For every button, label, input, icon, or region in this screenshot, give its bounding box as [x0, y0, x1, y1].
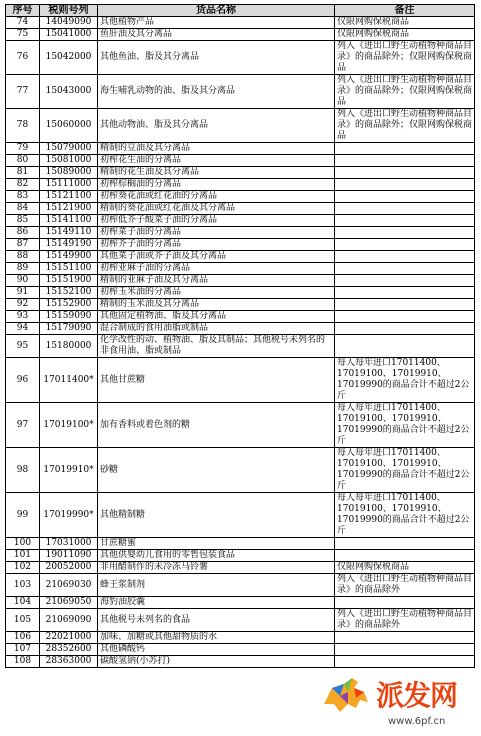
row-goods-name: 初榨亚麻子油的分离品: [98, 263, 335, 275]
row-remarks: [335, 299, 475, 311]
row-serial-number: 103: [6, 574, 40, 597]
row-tariff-code: 15060000: [40, 109, 98, 143]
row-tariff-code: 17011400*: [40, 358, 98, 403]
row-remarks: [335, 191, 475, 203]
row-serial-number: 96: [6, 358, 40, 403]
row-goods-name: 加味、加糖或其他甜物质的水: [98, 632, 335, 644]
row-serial-number: 92: [6, 299, 40, 311]
row-remarks: [335, 215, 475, 227]
row-goods-name: 加有香料或着色剂的糖: [98, 403, 335, 448]
row-tariff-code: 17031000: [40, 538, 98, 550]
row-serial-number: 81: [6, 167, 40, 179]
row-serial-number: 91: [6, 287, 40, 299]
row-tariff-code: 15141100: [40, 215, 98, 227]
row-remarks: 每人每年进口17011400、17019100、17019910、17019990的商品合计不超过2公斤: [335, 448, 475, 493]
row-goods-name: 其他税号未列名的食品: [98, 609, 335, 632]
row-serial-number: 76: [6, 41, 40, 75]
table-row: [6, 41, 475, 75]
table-row: [6, 358, 475, 403]
table-row: [6, 155, 475, 167]
row-serial-number: 107: [6, 644, 40, 656]
table-row: [6, 644, 475, 656]
row-tariff-code: 15121900: [40, 203, 98, 215]
row-remarks: [335, 275, 475, 287]
row-tariff-code: 28363000: [40, 656, 98, 668]
row-remarks: 列入《进出口野生动植物种商品目录》的商品除外: [335, 609, 475, 632]
row-goods-name: 海豹油胶囊: [98, 597, 335, 609]
row-tariff-code: 17019990*: [40, 493, 98, 538]
watermark-url: www.6pf.cn: [388, 716, 446, 727]
row-goods-name: 蜂王浆制剂: [98, 574, 335, 597]
row-goods-name: 化学改性的动、植物油、脂及其制品；其他税号未列名的非食用油、脂或制品: [98, 335, 335, 358]
row-goods-name: 其他精制糖: [98, 493, 335, 538]
row-remarks: [335, 227, 475, 239]
row-tariff-code: 19011090: [40, 550, 98, 562]
row-serial-number: 84: [6, 203, 40, 215]
row-serial-number: 78: [6, 109, 40, 143]
table-row: [6, 167, 475, 179]
row-remarks: [335, 656, 475, 668]
table-row: [6, 323, 475, 335]
row-remarks: [335, 550, 475, 562]
row-remarks: 每人每年进口17011400、17019100、17019910、17019990的商品合计不超过2公斤: [335, 403, 475, 448]
row-remarks: 列入《进出口野生动植物种商品目录》的商品除外；仅限网购保税商品: [335, 75, 475, 109]
row-remarks: [335, 179, 475, 191]
header-serial-number: 序号: [6, 5, 40, 17]
row-tariff-code: 15152900: [40, 299, 98, 311]
table-row: [6, 191, 475, 203]
row-goods-name: 其他菜子油或芥子油及其分离品: [98, 251, 335, 263]
row-goods-name: 其他磷酸钙: [98, 644, 335, 656]
row-goods-name: 甘蔗糖蜜: [98, 538, 335, 550]
commodity-table: [5, 4, 475, 668]
row-tariff-code: 15149110: [40, 227, 98, 239]
row-tariff-code: 15152100: [40, 287, 98, 299]
row-serial-number: 99: [6, 493, 40, 538]
table-header-row: [6, 5, 475, 17]
row-tariff-code: 21069090: [40, 609, 98, 632]
row-serial-number: 102: [6, 562, 40, 574]
table-row: [6, 275, 475, 287]
row-serial-number: 100: [6, 538, 40, 550]
row-goods-name: 精制的玉米油及其分离品: [98, 299, 335, 311]
row-goods-name: 其他供婴幼儿食用的零售包装食品: [98, 550, 335, 562]
row-serial-number: 75: [6, 29, 40, 41]
row-remarks: [335, 335, 475, 358]
table-row: [6, 632, 475, 644]
row-remarks: [335, 239, 475, 251]
row-serial-number: 108: [6, 656, 40, 668]
row-goods-name: 碳酸氢钠(小苏打): [98, 656, 335, 668]
row-remarks: [335, 263, 475, 275]
row-remarks: [335, 632, 475, 644]
row-serial-number: 90: [6, 275, 40, 287]
row-serial-number: 86: [6, 227, 40, 239]
row-remarks: [335, 143, 475, 155]
table-row: [6, 597, 475, 609]
row-serial-number: 93: [6, 311, 40, 323]
row-tariff-code: 21069050: [40, 597, 98, 609]
table-row: [6, 215, 475, 227]
table-row: [6, 227, 475, 239]
table-row: [6, 550, 475, 562]
row-remarks: 每人每年进口17011400、17019100、17019910、17019990的商品合计不超过2公斤: [335, 358, 475, 403]
table-row: [6, 574, 475, 597]
row-serial-number: 94: [6, 323, 40, 335]
row-serial-number: 106: [6, 632, 40, 644]
table-row: [6, 656, 475, 668]
row-tariff-code: 15081000: [40, 155, 98, 167]
row-remarks: 列入《进出口野生动植物种商品目录》的商品除外: [335, 574, 475, 597]
row-goods-name: 非用醋制作的未冷冻马铃薯: [98, 562, 335, 574]
row-goods-name: 初榨花生油的分离品: [98, 155, 335, 167]
row-tariff-code: 15121100: [40, 191, 98, 203]
table-row: [6, 335, 475, 358]
row-tariff-code: 15041000: [40, 29, 98, 41]
table-row: [6, 403, 475, 448]
table-row: [6, 263, 475, 275]
row-tariff-code: 14049090: [40, 17, 98, 29]
table-row: [6, 179, 475, 191]
row-goods-name: 精制的花生油及其分离品: [98, 167, 335, 179]
table-row: [6, 562, 475, 574]
row-goods-name: 海生哺乳动物的油、脂及其分离品: [98, 75, 335, 109]
table-row: [6, 17, 475, 29]
row-serial-number: 105: [6, 609, 40, 632]
row-serial-number: 74: [6, 17, 40, 29]
row-goods-name: 其他鱼油、脂及其分离品: [98, 41, 335, 75]
row-serial-number: 77: [6, 75, 40, 109]
row-goods-name: 混合制成的食用油脂或制品: [98, 323, 335, 335]
row-tariff-code: 15159090: [40, 311, 98, 323]
row-goods-name: 初榨玉米油的分离品: [98, 287, 335, 299]
row-goods-name: 初榨低芥子酸菜子油的分离品: [98, 215, 335, 227]
row-serial-number: 98: [6, 448, 40, 493]
row-remarks: [335, 287, 475, 299]
table-row: [6, 75, 475, 109]
header-goods-name: 货品名称: [98, 5, 335, 17]
row-serial-number: 82: [6, 179, 40, 191]
row-serial-number: 87: [6, 239, 40, 251]
row-goods-name: 砂糖: [98, 448, 335, 493]
table-row: [6, 287, 475, 299]
running-horse-logo-icon: [318, 674, 374, 716]
row-tariff-code: 15151900: [40, 275, 98, 287]
row-tariff-code: 15079000: [40, 143, 98, 155]
row-serial-number: 85: [6, 215, 40, 227]
row-remarks: [335, 203, 475, 215]
table-row: [6, 109, 475, 143]
row-remarks: 仅限网购保税商品: [335, 562, 475, 574]
row-tariff-code: 15043000: [40, 75, 98, 109]
table-row: [6, 448, 475, 493]
row-goods-name: 初榨棕榈油的分离品: [98, 179, 335, 191]
row-tariff-code: 15149900: [40, 251, 98, 263]
row-goods-name: 鱼肝油及其分离品: [98, 29, 335, 41]
row-remarks: 仅限网购保税商品: [335, 17, 475, 29]
table-row: [6, 29, 475, 41]
row-goods-name: 精制的豆油及其分离品: [98, 143, 335, 155]
row-goods-name: 初榨葵花油或红花油的分离品: [98, 191, 335, 203]
table-row: [6, 251, 475, 263]
row-remarks: 列入《进出口野生动植物种商品目录》的商品除外；仅限网购保税商品: [335, 41, 475, 75]
row-remarks: 仅限网购保税商品: [335, 29, 475, 41]
row-serial-number: 80: [6, 155, 40, 167]
row-remarks: [335, 311, 475, 323]
row-serial-number: 88: [6, 251, 40, 263]
header-remarks: 备注: [335, 5, 475, 17]
row-tariff-code: 15111000: [40, 179, 98, 191]
row-remarks: 每人每年进口17011400、17019100、17019910、17019990的商品合计不超过2公斤: [335, 493, 475, 538]
row-remarks: 列入《进出口野生动植物种商品目录》的商品除外；仅限网购保税商品: [335, 109, 475, 143]
row-remarks: [335, 251, 475, 263]
table-row: [6, 609, 475, 632]
row-tariff-code: 21069030: [40, 574, 98, 597]
row-remarks: [335, 538, 475, 550]
row-remarks: [335, 323, 475, 335]
row-tariff-code: 17019100*: [40, 403, 98, 448]
row-tariff-code: 15151100: [40, 263, 98, 275]
table-row: [6, 311, 475, 323]
row-tariff-code: 22021000: [40, 632, 98, 644]
row-serial-number: 89: [6, 263, 40, 275]
row-tariff-code: 15179090: [40, 323, 98, 335]
site-watermark: [318, 672, 478, 734]
row-tariff-code: 15089000: [40, 167, 98, 179]
row-goods-name: 初榨芥子油的分离品: [98, 239, 335, 251]
watermark-brand: 派发网: [376, 679, 458, 712]
row-tariff-code: 17019910*: [40, 448, 98, 493]
row-tariff-code: 20052000: [40, 562, 98, 574]
row-serial-number: 83: [6, 191, 40, 203]
row-goods-name: 其他动物油、脂及其分离品: [98, 109, 335, 143]
row-serial-number: 104: [6, 597, 40, 609]
row-remarks: [335, 597, 475, 609]
table-row: [6, 143, 475, 155]
table-row: [6, 299, 475, 311]
table-row: [6, 239, 475, 251]
row-serial-number: 97: [6, 403, 40, 448]
table-row: [6, 203, 475, 215]
row-serial-number: 95: [6, 335, 40, 358]
row-serial-number: 79: [6, 143, 40, 155]
table-row: [6, 493, 475, 538]
row-goods-name: 其他植物产品: [98, 17, 335, 29]
row-goods-name: 初榨菜子油的分离品: [98, 227, 335, 239]
row-serial-number: 101: [6, 550, 40, 562]
row-goods-name: 其他甘蔗糖: [98, 358, 335, 403]
row-goods-name: 其他固定植物油、脂及其分离品: [98, 311, 335, 323]
row-tariff-code: 15042000: [40, 41, 98, 75]
row-remarks: [335, 167, 475, 179]
row-goods-name: 精制的葵花油或红花油及其分离品: [98, 203, 335, 215]
row-tariff-code: 28352600: [40, 644, 98, 656]
header-tariff-code: 税则号列: [40, 5, 98, 17]
row-tariff-code: 15180000: [40, 335, 98, 358]
row-goods-name: 精制的亚麻子油及其分离品: [98, 275, 335, 287]
row-tariff-code: 15149190: [40, 239, 98, 251]
row-remarks: [335, 644, 475, 656]
row-remarks: [335, 155, 475, 167]
table-row: [6, 538, 475, 550]
